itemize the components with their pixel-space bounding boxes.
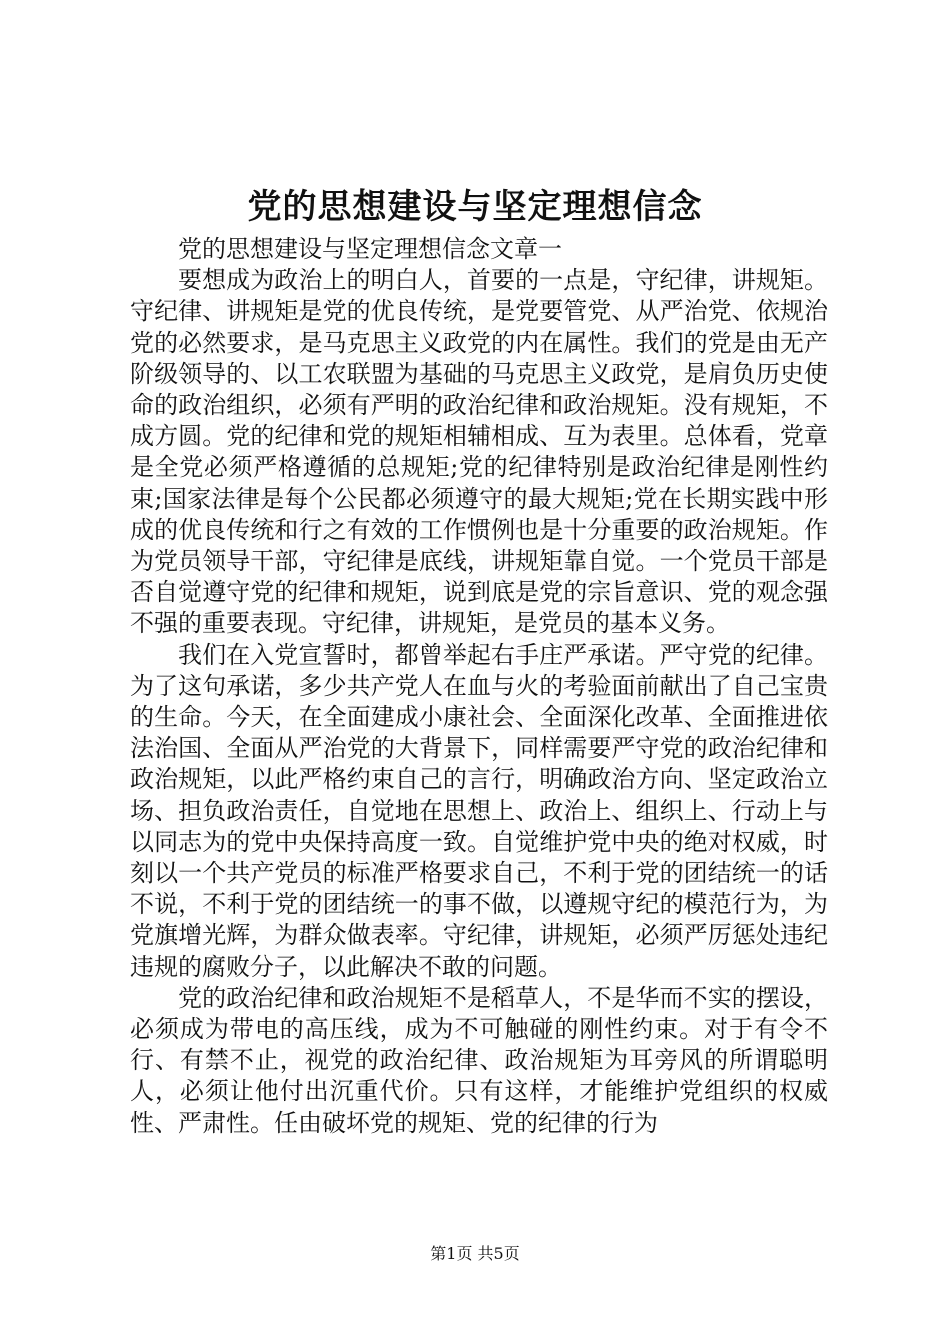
paragraph-1: 要想成为政治上的明白人，首要的一点是，守纪律，讲规矩。守纪律、讲规矩是党的优良传统，是党要管党、从严治党、依规治党的必然要求，是马克思主义政党的内在属性。我们的党是由无产阶级领导的、以工农联盟为基础的马克思主义政党，是肩负历史使命的政治组织，必须有严明的政治纪律和政治规矩。没有规矩，不成方圆。党的纪律和党的规矩相辅相成、互为表里。总体看，党章是全党必须严格遵循的总规矩;党的纪律特别是政治纪律是刚性约束;国家法律是每个公民都必须遵守的最大规矩;党在长期实践中形成的优良传统和行之有效的工作惯例也是十分重要的政治规矩。作为党员领导干部，守纪律是底线，讲规矩靠自觉。一个党员干部是否自觉遵守党的纪律和规矩，说到底是党的宗旨意识、党的观念强不强的重要表现。守纪律，讲规矩，是党员的基本义务。 (130, 266, 828, 638)
paragraph-2: 我们在入党宣誓时，都曾举起右手庄严承诺。严守党的纪律。为了这句承诺，多少共产党人在血与火的考验面前献出了自己宝贵的生命。今天，在全面建成小康社会、全面深化改革、全面推进依法治国、全面从严治党的大背景下，同样需要严守党的政治纪律和政治规矩，以此严格约束自己的言行，明确政治方向、坚定政治立场、担负政治责任，自觉地在思想上、政治上、组织上、行动上与以同志为的党中央保持高度一致。自觉维护党中央的绝对权威，时刻以一个共产党员的标准严格要求自己，不利于党的团结统一的话不说，不利于党的团结统一的事不做，以遵规守纪的模范行为，为党旗增光辉，为群众做表率。守纪律，讲规矩，必须严厉惩处违纪违规的腐败分子，以此解决不敢的问题。 (130, 640, 828, 981)
article-subtitle: 党的思想建设与坚定理想信念文章一 (178, 235, 562, 263)
page-footer: 第1页 共5页 (430, 1244, 520, 1263)
document-title: 党的思想建设与坚定理想信念 (247, 187, 703, 227)
document-body (130, 234, 828, 1139)
paragraph-3: 党的政治纪律和政治规矩不是稻草人，不是华而不实的摆设，必须成为带电的高压线，成为不可触碰的刚性约束。对于有令不行、有禁不止，视党的政治纪律、政治规矩为耳旁风的所谓聪明人，必须让他付出沉重代价。只有这样，才能维护党组织的权威性、严肃性。任由破坏党的规矩、党的纪律的行为 (130, 983, 828, 1137)
